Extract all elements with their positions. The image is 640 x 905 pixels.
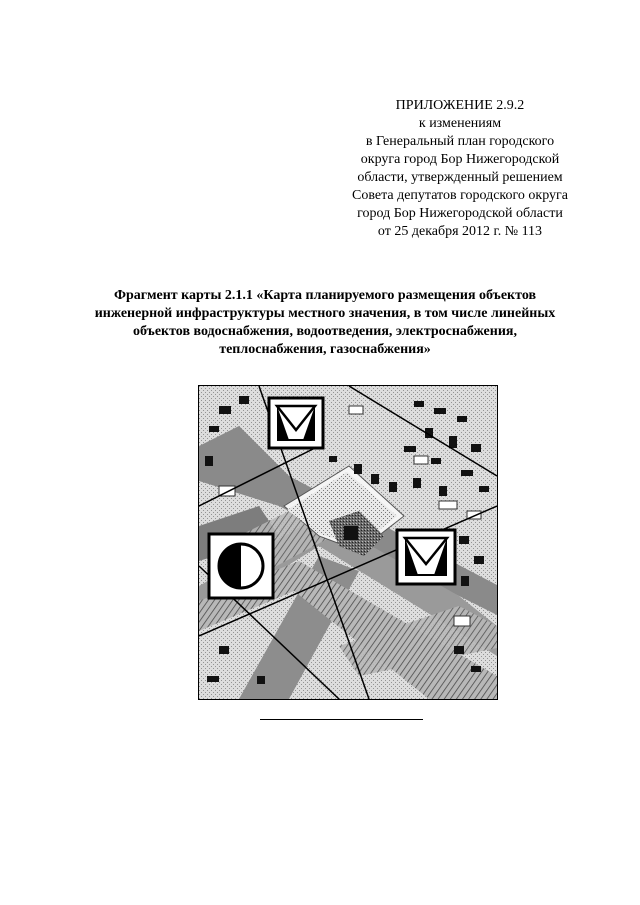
appendix-line: город Бор Нижегородской области	[357, 206, 563, 221]
appendix-line: области, утвержденный решением	[357, 170, 563, 185]
appendix-line: от 25 декабря 2012 г. № 113	[377, 224, 543, 239]
appendix-header	[310, 97, 610, 241]
appendix-line: Совета депутатов городского округа	[352, 188, 568, 203]
appendix-line: округа город Бор Нижегородской	[360, 152, 560, 167]
title-line: Фрагмент карты 2.1.1 «Карта планируемого размещения объектов	[113, 288, 537, 303]
appendix-line: в Генеральный план городского	[365, 134, 555, 149]
appendix-line: к изменениям	[418, 116, 502, 131]
document-title	[60, 287, 590, 359]
appendix-line: ПРИЛОЖЕНИЕ 2.9.2	[395, 98, 525, 113]
boiler-icon	[209, 534, 273, 598]
title-line: теплоснабжения, газоснабжения»	[219, 342, 431, 357]
title-line: объектов водоснабжения, водоотведения, электроснабжения,	[133, 324, 517, 339]
substation-icon	[397, 530, 455, 584]
map-image	[199, 386, 497, 699]
end-divider	[260, 719, 423, 720]
map-fragment	[198, 385, 498, 700]
title-line: инженерной инфраструктуры местного значения, в том числе линейных	[94, 306, 556, 321]
substation-icon	[269, 398, 323, 448]
